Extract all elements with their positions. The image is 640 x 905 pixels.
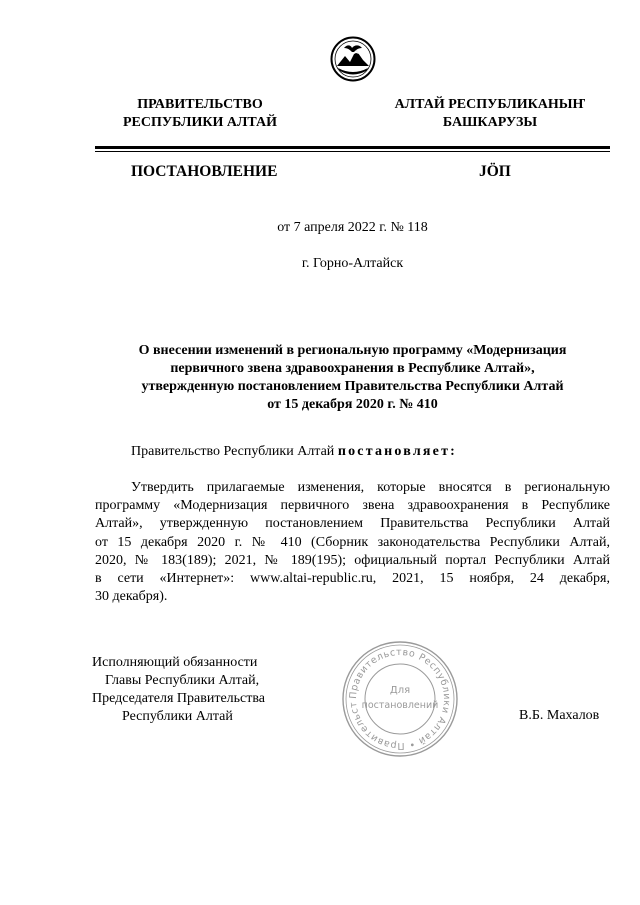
svg-text:Правительство Республики Алтай: Правительство Республики Алтай • Правительст (347, 646, 453, 752)
decree-verb: постановляет: (337, 444, 458, 459)
document-city: г. Горно-Алтайск (301, 256, 404, 271)
header-divider-thick (95, 146, 610, 149)
signatory-position: Исполняющий обязанности Главы Республики Алтай, Председателя Правительства Республики Алтай (92, 655, 266, 724)
body-line: Алтай», утвержденную постановлением Правительства Республики Алтай (95, 516, 610, 532)
coat-of-arms-emblem (330, 36, 376, 82)
title-line: О внесении изменений в региональную программу «Модернизация (138, 343, 567, 358)
document-type-russian: ПОСТАНОВЛЕНИЕ (131, 163, 278, 180)
body-line: программу «Модернизация первичного звена здравоохранения в Республике (95, 498, 610, 514)
title-line: утвержденную постановлением Правительства Республики Алтай (141, 379, 564, 394)
signatory-name: В.Б. Махалов (519, 708, 600, 723)
government-name-russian: ПРАВИТЕЛЬСТВО РЕСПУБЛИКИ АЛТАЙ (122, 97, 278, 130)
decree-subject: Правительство Республики Алтай (131, 444, 335, 459)
government-name-altai: АЛТАЙ РЕСПУБЛИКАНЫҤ БАШКАРУЗЫ (394, 97, 586, 130)
body-line: 2020, № 183(189); 2021, № 189(195); официальный портал Республики Алтай (95, 552, 610, 568)
title-line: первичного звена здравоохранения в Республике Алтай», (170, 361, 535, 376)
official-stamp (341, 640, 459, 758)
decree-statement (131, 444, 457, 460)
svg-text:Для: Для (389, 685, 411, 696)
svg-text:постановлений: постановлений (361, 700, 439, 711)
document-body (95, 479, 610, 606)
body-line: в сети «Интернет»: www.altai-republic.ru, 2021, 15 ноября, 24 декабря, (95, 571, 610, 587)
document-title (95, 342, 610, 414)
document-date-number: от 7 апреля 2022 г. № 118 (277, 220, 428, 235)
title-line: от 15 декабря 2020 г. № 410 (267, 397, 438, 412)
header-divider-thin (95, 151, 610, 152)
body-line: от 15 декабря 2020 г. № 410 (Сборник законодательства Республики Алтай, (95, 534, 610, 550)
body-line: 30 декабря). (95, 589, 168, 605)
document-type-altai: JÖП (479, 163, 511, 180)
body-line: Утвердить прилагаемые изменения, которые вносятся в региональную (131, 480, 610, 495)
